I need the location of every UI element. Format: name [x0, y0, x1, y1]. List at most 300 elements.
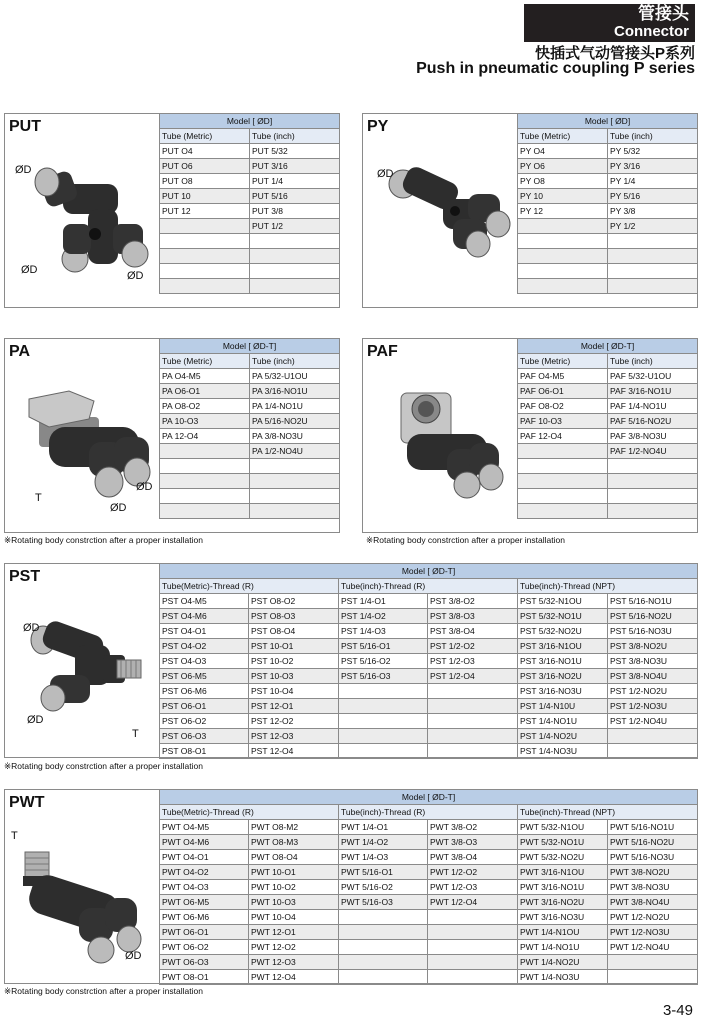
subtitle-en: Push in pneumatic coupling P series — [416, 60, 695, 77]
table-cell: PST 5/32-NO1U — [518, 609, 608, 624]
table-cell: PAF 3/16-NO1U — [608, 384, 698, 399]
table-cell — [339, 729, 428, 744]
table-row — [160, 895, 698, 910]
table-row — [518, 384, 698, 399]
table-cell: PST 1/4-O2 — [339, 609, 428, 624]
put-title: PUT — [9, 118, 41, 135]
table-cell — [518, 459, 608, 474]
table-row — [518, 504, 698, 519]
table-row — [518, 429, 698, 444]
table-cell — [608, 970, 698, 985]
table-cell — [160, 474, 250, 489]
table-row — [160, 850, 698, 865]
table-row — [160, 234, 340, 249]
table-cell: PWT 5/16-O3 — [339, 895, 428, 910]
put-model-table — [159, 113, 340, 294]
table-cell: PST 1/2-O2 — [428, 639, 518, 654]
py-model-header: Model [ ØD] — [518, 114, 698, 129]
table-cell — [160, 489, 250, 504]
table-row — [160, 489, 340, 504]
table-cell: PY O8 — [518, 174, 608, 189]
table-cell: PST 1/4-O3 — [339, 624, 428, 639]
table-cell: PWT O6-M5 — [160, 895, 249, 910]
table-cell: PST 1/2-NO2U — [608, 684, 698, 699]
table-cell — [518, 504, 608, 519]
pwt-group-inch-r: Tube(inch)-Thread (R) — [339, 805, 518, 820]
table-cell: PST O8-O4 — [249, 624, 339, 639]
table-row — [160, 624, 698, 639]
table-cell — [160, 459, 250, 474]
table-cell: PWT 1/4-O1 — [339, 820, 428, 835]
table-cell: PA O4-M5 — [160, 369, 250, 384]
table-row — [160, 369, 340, 384]
table-cell: PUT 3/8 — [250, 204, 340, 219]
table-cell: PWT O4-O2 — [160, 865, 249, 880]
table-cell: PWT 5/32-N1OU — [518, 820, 608, 835]
table-cell: PST 1/2-NO4U — [608, 714, 698, 729]
table-cell: PWT 1/4-NO2U — [518, 955, 608, 970]
paf-model-table — [517, 338, 698, 519]
table-cell: PST 1/4-O1 — [339, 594, 428, 609]
table-cell: PUT 3/16 — [250, 159, 340, 174]
table-cell: PUT 1/2 — [250, 219, 340, 234]
table-cell: PST 1/4-NO3U — [518, 744, 608, 759]
table-cell — [339, 970, 428, 985]
paf-model-header: Model [ ØD-T] — [518, 339, 698, 354]
table-cell: PUT 5/32 — [250, 144, 340, 159]
table-cell: PA O6-O1 — [160, 384, 250, 399]
table-cell: PY 1/2 — [608, 219, 698, 234]
table-cell — [160, 444, 250, 459]
pa-model-table — [159, 338, 340, 519]
table-row — [518, 159, 698, 174]
table-cell: PAF 5/32-U1OU — [608, 369, 698, 384]
pwt-group-metric-r: Tube(Metric)-Thread (R) — [160, 805, 339, 820]
table-row — [518, 249, 698, 264]
table-row — [160, 279, 340, 294]
table-row — [160, 609, 698, 624]
table-cell: PA O8-O2 — [160, 399, 250, 414]
table-row — [518, 399, 698, 414]
table-row — [160, 159, 340, 174]
table-cell: PY 12 — [518, 204, 608, 219]
table-cell: PST O8-O2 — [249, 594, 339, 609]
table-row — [518, 234, 698, 249]
table-cell: PAF 3/8-NO3U — [608, 429, 698, 444]
table-cell: PST 10-O2 — [249, 654, 339, 669]
table-row — [518, 489, 698, 504]
table-cell — [608, 234, 698, 249]
table-cell: PWT 1/4-NO3U — [518, 970, 608, 985]
table-cell — [608, 474, 698, 489]
pst-dim-label-t: T — [132, 728, 139, 740]
paf-fitting-image — [387, 379, 507, 499]
table-cell: PAF 1/4-NO1U — [608, 399, 698, 414]
table-row — [518, 264, 698, 279]
table-cell: PST O8-O3 — [249, 609, 339, 624]
table-cell — [608, 459, 698, 474]
pwt-title: PWT — [9, 794, 45, 811]
table-cell — [160, 279, 250, 294]
header-title-cn: 管接头 — [638, 4, 689, 23]
pwt-dim-label-1: ØD — [125, 950, 142, 962]
table-cell: PUT 5/16 — [250, 189, 340, 204]
table-row — [518, 444, 698, 459]
table-cell: PST 12-O4 — [249, 744, 339, 759]
table-cell: PST 3/8-O4 — [428, 624, 518, 639]
table-cell — [428, 744, 518, 759]
table-cell: PST O4-O2 — [160, 639, 249, 654]
table-row — [160, 189, 340, 204]
table-cell: PWT O6-O3 — [160, 955, 249, 970]
table-row — [160, 204, 340, 219]
table-cell: PWT 3/8-NO4U — [608, 895, 698, 910]
table-cell — [339, 744, 428, 759]
table-cell: PWT 3/8-O2 — [428, 820, 518, 835]
table-row — [160, 955, 698, 970]
table-row — [160, 414, 340, 429]
table-row — [160, 669, 698, 684]
table-cell — [160, 219, 250, 234]
table-cell — [608, 489, 698, 504]
table-cell: PWT O4-O3 — [160, 880, 249, 895]
put-dim-label-2: ØD — [21, 264, 38, 276]
pa-footnote: ※Rotating body constrction after a proper installation — [4, 535, 203, 545]
table-cell: PWT 3/16-NO2U — [518, 895, 608, 910]
table-cell: PY 3/16 — [608, 159, 698, 174]
table-row — [160, 174, 340, 189]
table-cell: PST 3/16-N1OU — [518, 639, 608, 654]
table-cell — [518, 279, 608, 294]
table-cell: PST 5/16-NO1U — [608, 594, 698, 609]
pst-dim-label-1: ØD — [23, 622, 40, 634]
py-col-metric: Tube (Metric) — [518, 129, 608, 144]
table-cell — [428, 699, 518, 714]
table-cell: PWT 5/16-O2 — [339, 880, 428, 895]
table-cell: PWT O8-O1 — [160, 970, 249, 985]
table-cell: PWT 1/2-NO4U — [608, 940, 698, 955]
table-cell: PST 5/16-NO3U — [608, 624, 698, 639]
py-title: PY — [367, 118, 389, 135]
table-cell — [608, 279, 698, 294]
paf-col-metric: Tube (Metric) — [518, 354, 608, 369]
pa-model-header: Model [ ØD-T] — [160, 339, 340, 354]
table-cell: PUT O6 — [160, 159, 250, 174]
table-cell: PWT 1/2-O4 — [428, 895, 518, 910]
table-cell: PAF 1/2-NO4U — [608, 444, 698, 459]
table-cell: PST 12-O2 — [249, 714, 339, 729]
table-cell: PWT O4-M5 — [160, 820, 249, 835]
table-cell: PWT 1/2-NO2U — [608, 910, 698, 925]
table-cell: PY 5/16 — [608, 189, 698, 204]
table-cell: PA 12-O4 — [160, 429, 250, 444]
table-cell: PWT 5/32-NO2U — [518, 850, 608, 865]
pwt-model-table — [159, 789, 698, 985]
table-cell — [518, 219, 608, 234]
table-row — [160, 714, 698, 729]
table-cell: PWT 1/4-N1OU — [518, 925, 608, 940]
table-cell: PWT 1/4-O3 — [339, 850, 428, 865]
table-row — [518, 219, 698, 234]
py-fitting-image — [383, 159, 513, 269]
py-model-table — [517, 113, 698, 294]
table-cell: PWT 10-O1 — [249, 865, 339, 880]
pa-dim-label-t: T — [35, 492, 42, 504]
table-row — [160, 865, 698, 880]
table-row — [160, 594, 698, 609]
table-cell: PST O4-M5 — [160, 594, 249, 609]
table-cell: PA 10-O3 — [160, 414, 250, 429]
table-cell — [518, 489, 608, 504]
table-cell — [608, 249, 698, 264]
table-cell: PST 3/16-NO3U — [518, 684, 608, 699]
table-row — [160, 699, 698, 714]
table-cell: PUT 1/4 — [250, 174, 340, 189]
table-cell — [250, 459, 340, 474]
table-cell: PWT 1/2-O2 — [428, 865, 518, 880]
table-cell: PWT O6-O1 — [160, 925, 249, 940]
table-row — [518, 474, 698, 489]
table-row — [160, 249, 340, 264]
table-cell: PST 5/32-N1OU — [518, 594, 608, 609]
table-cell: PST 10-O1 — [249, 639, 339, 654]
table-row — [518, 204, 698, 219]
paf-footnote: ※Rotating body constrction after a proper installation — [366, 535, 565, 545]
put-dim-label-1: ØD — [15, 164, 32, 176]
table-cell — [428, 684, 518, 699]
table-cell: PST O6-O2 — [160, 714, 249, 729]
table-cell: PY 5/32 — [608, 144, 698, 159]
table-cell: PST 5/16-O1 — [339, 639, 428, 654]
table-cell: PAF 12-O4 — [518, 429, 608, 444]
pa-title: PA — [9, 343, 31, 360]
table-cell: PST 3/8-NO4U — [608, 669, 698, 684]
subtitle-cn: 快插式气动管接头P系列 — [534, 45, 695, 62]
page-number: 3-49 — [662, 1002, 693, 1019]
table-cell: PWT 1/4-NO1U — [518, 940, 608, 955]
table-cell: PAF O4-M5 — [518, 369, 608, 384]
pst-dim-label-2: ØD — [27, 714, 44, 726]
table-cell: PST 1/2-NO3U — [608, 699, 698, 714]
table-cell: PWT 10-O3 — [249, 895, 339, 910]
table-row — [160, 384, 340, 399]
table-cell: PUT O4 — [160, 144, 250, 159]
pst-group-inch-r: Tube(inch)-Thread (R) — [339, 579, 518, 594]
table-cell: PST 1/4-NO2U — [518, 729, 608, 744]
table-row — [160, 639, 698, 654]
table-cell: PST 3/8-O3 — [428, 609, 518, 624]
table-cell: PST O8-O1 — [160, 744, 249, 759]
table-cell: PST O4-M6 — [160, 609, 249, 624]
table-cell — [339, 955, 428, 970]
table-cell — [339, 940, 428, 955]
table-cell — [160, 249, 250, 264]
table-cell: PA 5/16-NO2U — [250, 414, 340, 429]
table-cell — [250, 279, 340, 294]
table-cell: PST 12-O3 — [249, 729, 339, 744]
table-cell: PST O6-M6 — [160, 684, 249, 699]
table-cell: PST 10-O4 — [249, 684, 339, 699]
table-cell: PST O4-O1 — [160, 624, 249, 639]
table-cell: PWT 3/8-O3 — [428, 835, 518, 850]
table-cell: PWT O6-O2 — [160, 940, 249, 955]
table-row — [160, 504, 340, 519]
put-dim-label-3: ØD — [127, 270, 144, 282]
table-cell — [160, 504, 250, 519]
table-cell — [250, 474, 340, 489]
pst-footnote: ※Rotating body constrction after a proper installation — [4, 761, 203, 771]
table-cell: PY 10 — [518, 189, 608, 204]
table-row — [518, 459, 698, 474]
table-cell: PST 1/4-N10U — [518, 699, 608, 714]
pa-dim-label-2: ØD — [110, 502, 127, 514]
table-cell — [339, 699, 428, 714]
table-row — [518, 414, 698, 429]
paf-col-inch: Tube (inch) — [608, 354, 698, 369]
table-cell — [518, 444, 608, 459]
table-cell: PST 1/2-O3 — [428, 654, 518, 669]
table-row — [160, 820, 698, 835]
table-cell: PST 1/4-NO1U — [518, 714, 608, 729]
table-cell — [250, 249, 340, 264]
table-row — [160, 444, 340, 459]
table-cell — [428, 714, 518, 729]
table-row — [518, 279, 698, 294]
pwt-group-inch-npt: Tube(inch)-Thread (NPT) — [518, 805, 698, 820]
table-cell — [428, 729, 518, 744]
table-cell: PST 10-O3 — [249, 669, 339, 684]
table-cell — [608, 504, 698, 519]
pwt-model-header: Model [ ØD-T] — [160, 790, 698, 805]
table-cell — [428, 940, 518, 955]
table-row — [518, 189, 698, 204]
table-cell: PST O6-O1 — [160, 699, 249, 714]
table-cell: PWT 5/16-O1 — [339, 865, 428, 880]
table-cell: PY O4 — [518, 144, 608, 159]
table-cell: PWT 1/4-O2 — [339, 835, 428, 850]
table-row — [160, 654, 698, 669]
table-cell — [339, 714, 428, 729]
table-cell: PY 1/4 — [608, 174, 698, 189]
table-cell — [608, 744, 698, 759]
table-row — [160, 910, 698, 925]
table-cell: PST O6-O3 — [160, 729, 249, 744]
table-cell: PWT 3/16-N1OU — [518, 865, 608, 880]
table-row — [518, 174, 698, 189]
table-cell — [250, 489, 340, 504]
table-cell: PWT 3/8-NO3U — [608, 880, 698, 895]
table-cell — [250, 264, 340, 279]
header-badge — [524, 4, 695, 42]
table-cell: PST 1/2-O4 — [428, 669, 518, 684]
table-cell: PAF O6-O1 — [518, 384, 608, 399]
table-row — [160, 925, 698, 940]
paf-title: PAF — [367, 343, 398, 360]
table-cell — [160, 264, 250, 279]
table-cell: PAF 5/16-NO2U — [608, 414, 698, 429]
table-cell: PWT 10-O4 — [249, 910, 339, 925]
table-cell: PWT 5/32-NO1U — [518, 835, 608, 850]
table-cell: PST 5/16-O3 — [339, 669, 428, 684]
table-row — [160, 264, 340, 279]
table-cell: PWT 12-O4 — [249, 970, 339, 985]
table-cell: PWT O6-M6 — [160, 910, 249, 925]
pst-group-metric-r: Tube(Metric)-Thread (R) — [160, 579, 339, 594]
table-cell: PWT 3/16-NO3U — [518, 910, 608, 925]
pwt-fitting-image — [19, 846, 149, 966]
table-cell: PST 3/8-O2 — [428, 594, 518, 609]
table-cell: PWT 12-O1 — [249, 925, 339, 940]
table-row — [160, 219, 340, 234]
table-cell: PST 5/16-O2 — [339, 654, 428, 669]
table-cell: PA 5/32-U1OU — [250, 369, 340, 384]
table-cell — [160, 234, 250, 249]
table-cell: PY 3/8 — [608, 204, 698, 219]
table-cell: PWT O8-O4 — [249, 850, 339, 865]
table-cell — [518, 264, 608, 279]
table-cell — [339, 684, 428, 699]
put-col-inch: Tube (inch) — [250, 129, 340, 144]
put-fitting-image — [33, 154, 153, 284]
table-cell: PST 5/16-NO2U — [608, 609, 698, 624]
table-cell: PWT 12-O2 — [249, 940, 339, 955]
table-row — [160, 144, 340, 159]
pst-model-table — [159, 563, 698, 759]
py-col-inch: Tube (inch) — [608, 129, 698, 144]
table-row — [160, 684, 698, 699]
table-cell: PWT 10-O2 — [249, 880, 339, 895]
table-cell: PST 12-O1 — [249, 699, 339, 714]
table-cell: PWT O8-M3 — [249, 835, 339, 850]
table-cell: PWT 1/2-O3 — [428, 880, 518, 895]
table-cell — [518, 234, 608, 249]
table-cell: PA 3/16-NO1U — [250, 384, 340, 399]
table-cell: PA 3/8-NO3U — [250, 429, 340, 444]
table-cell: PAF O8-O2 — [518, 399, 608, 414]
table-row — [160, 835, 698, 850]
table-row — [160, 744, 698, 759]
table-cell — [428, 910, 518, 925]
pst-model-header: Model [ ØD-T] — [160, 564, 698, 579]
table-cell — [339, 925, 428, 940]
table-cell: PWT 12-O3 — [249, 955, 339, 970]
table-cell: PA 1/4-NO1U — [250, 399, 340, 414]
table-cell: PWT 5/16-NO3U — [608, 850, 698, 865]
table-cell: PWT 3/8-O4 — [428, 850, 518, 865]
table-row — [518, 369, 698, 384]
table-cell — [608, 955, 698, 970]
table-row — [160, 459, 340, 474]
pwt-footnote: ※Rotating body constrction after a proper installation — [4, 986, 203, 996]
table-row — [160, 940, 698, 955]
table-row — [160, 970, 698, 985]
table-cell: PY O6 — [518, 159, 608, 174]
table-cell: PUT 12 — [160, 204, 250, 219]
put-model-header: Model [ ØD] — [160, 114, 340, 129]
table-cell: PA 1/2-NO4U — [250, 444, 340, 459]
pa-col-inch: Tube (inch) — [250, 354, 340, 369]
table-row — [160, 880, 698, 895]
table-row — [160, 474, 340, 489]
table-row — [160, 729, 698, 744]
table-cell: PST 3/16-NO2U — [518, 669, 608, 684]
table-cell: PWT 1/2-NO3U — [608, 925, 698, 940]
table-cell: PWT 3/16-NO1U — [518, 880, 608, 895]
table-row — [518, 144, 698, 159]
put-col-metric: Tube (Metric) — [160, 129, 250, 144]
table-cell — [250, 234, 340, 249]
pst-group-inch-npt: Tube(inch)-Thread (NPT) — [518, 579, 698, 594]
